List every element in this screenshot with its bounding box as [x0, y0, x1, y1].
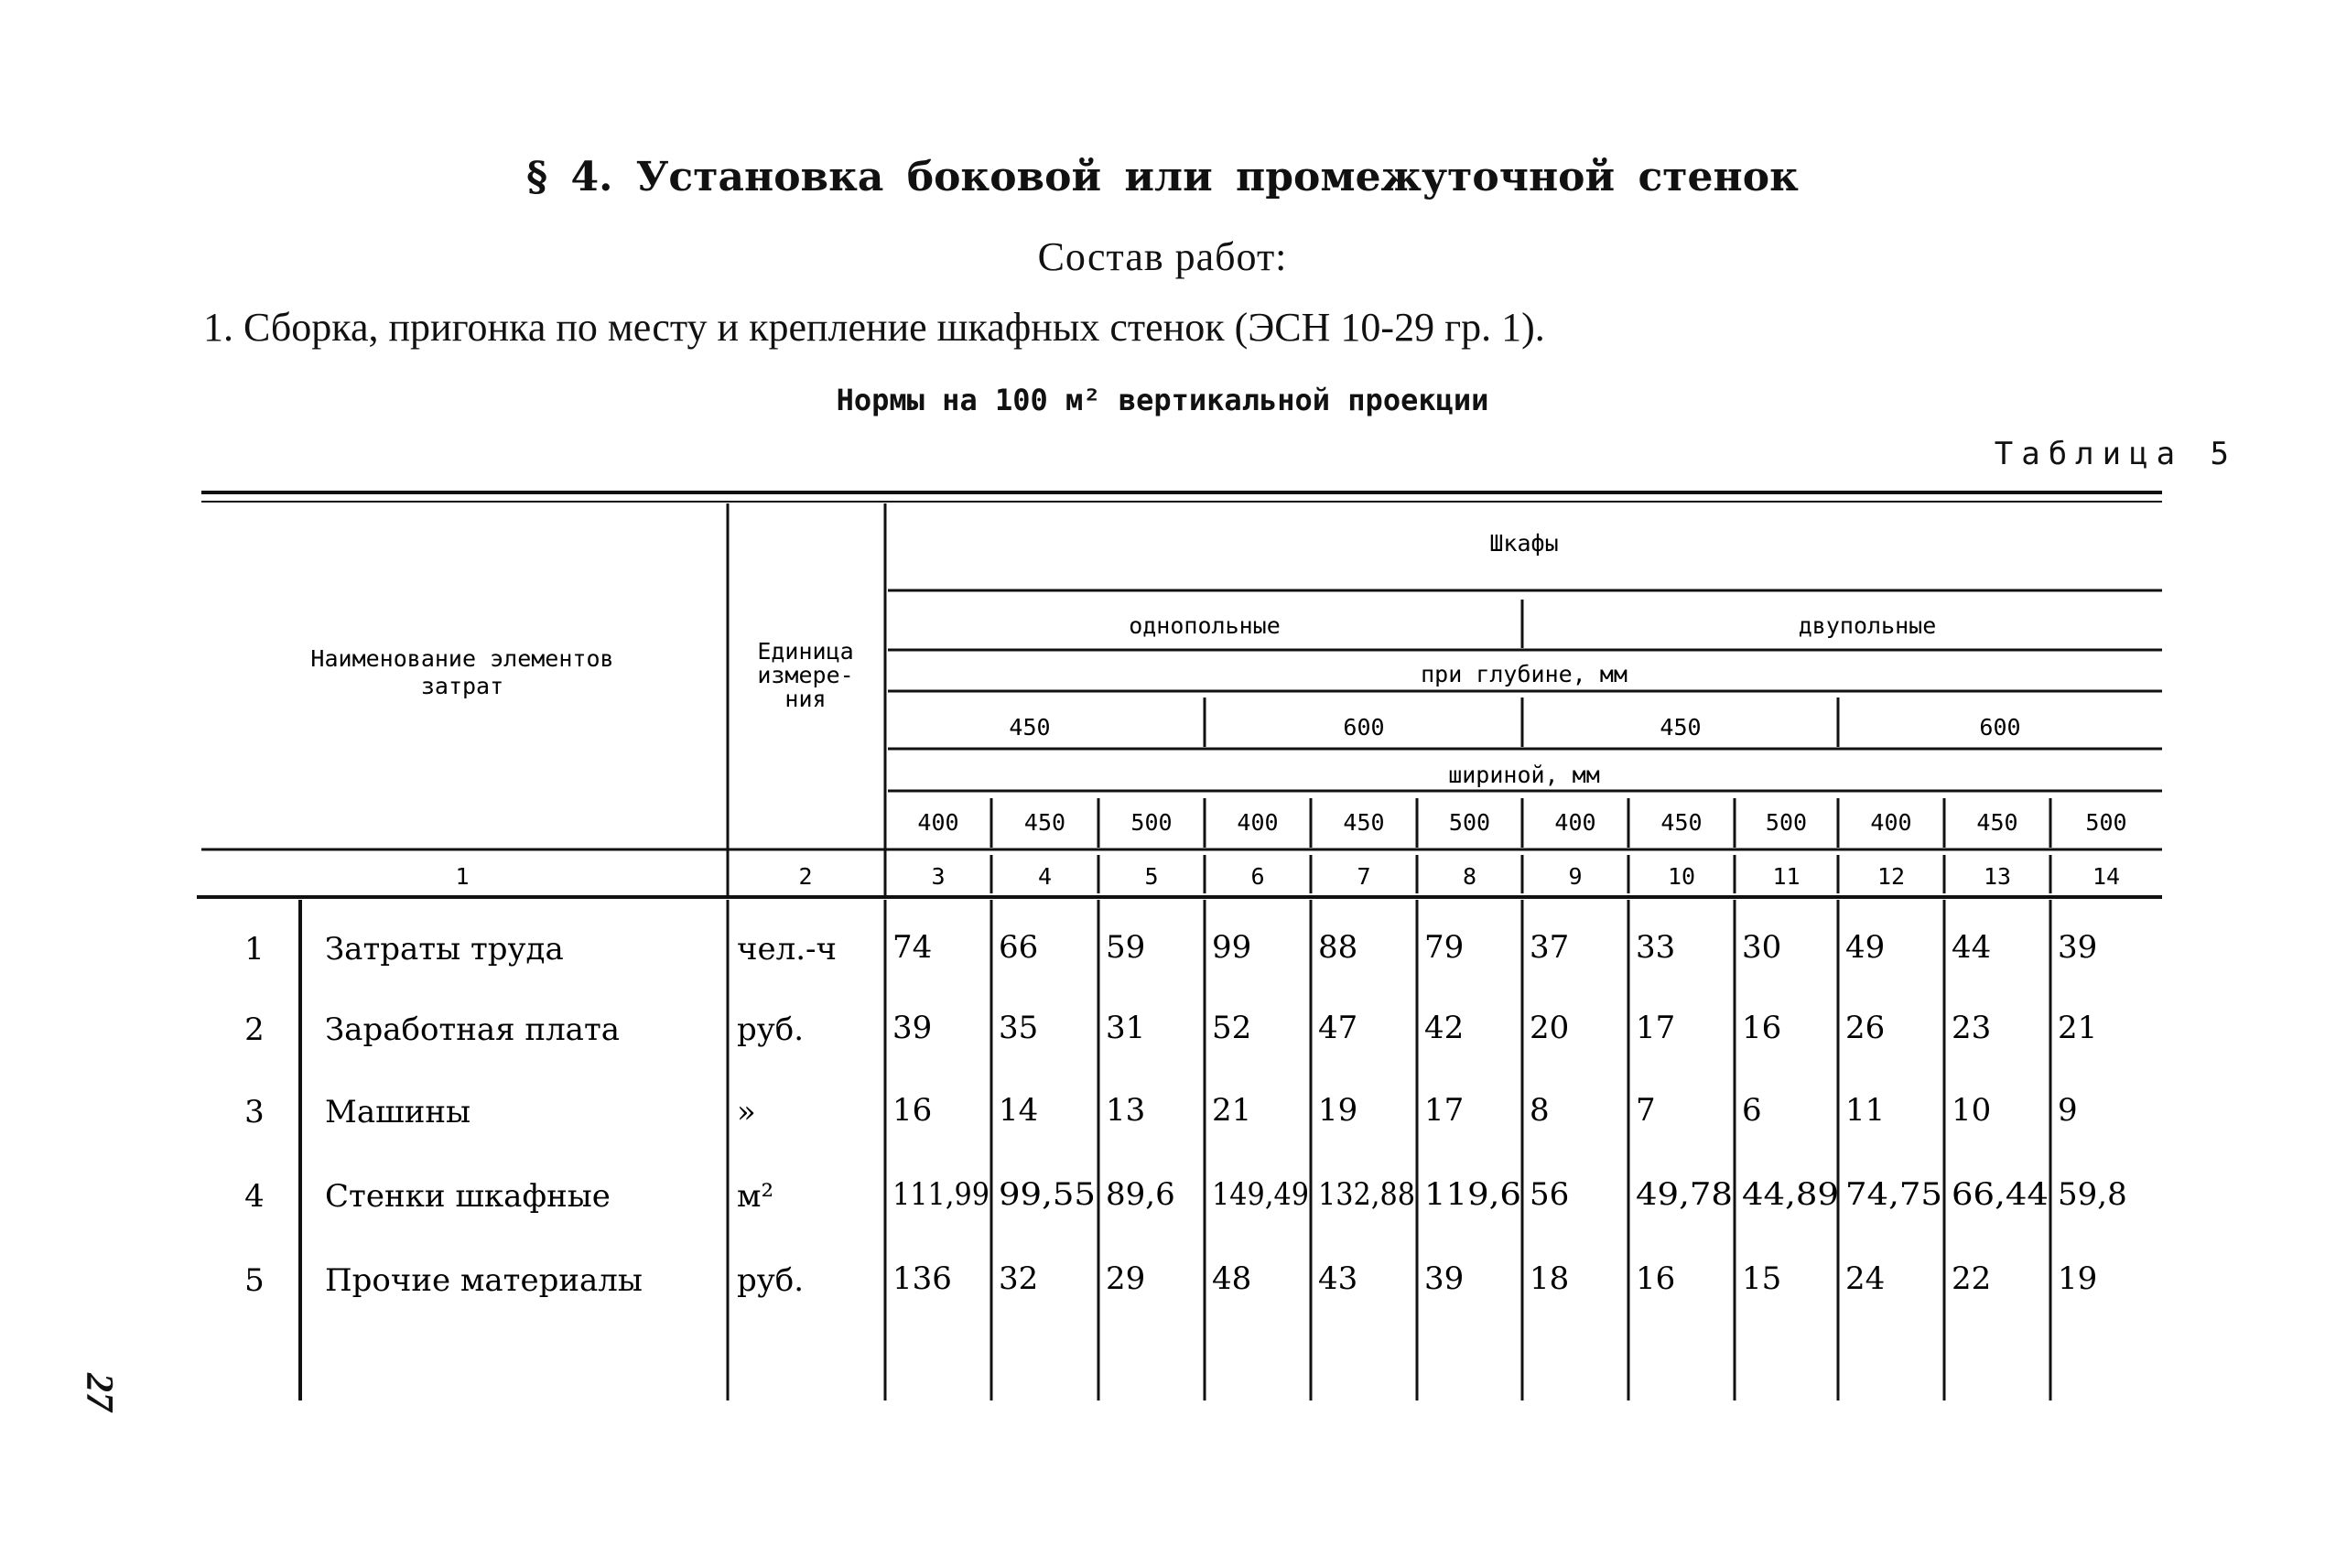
row-unit: чел.-ч [737, 931, 837, 968]
table-row [244, 1260, 2097, 1299]
subgroup-single: однопольные [1129, 612, 1281, 639]
table-row [244, 1092, 2077, 1130]
row-value: 16 [1636, 1260, 1676, 1297]
row-value: 23 [1952, 1010, 1992, 1046]
row-unit: руб. [737, 1262, 805, 1299]
row-value: 119,6 [1424, 1176, 1521, 1213]
row-value: 29 [1106, 1260, 1146, 1297]
row-value: 18 [1530, 1260, 1570, 1297]
row-value: 42 [1424, 1010, 1465, 1046]
row-value: 48 [1212, 1260, 1252, 1297]
row-value: 21 [1212, 1092, 1252, 1129]
column-number: 12 [1876, 863, 1906, 890]
norms-caption: Нормы на 100 м² вертикальной проекции [836, 383, 1489, 417]
row-value: 17 [1424, 1092, 1465, 1129]
width-value: 450 [1023, 809, 1066, 836]
row-name: Заработная плата [325, 1011, 621, 1048]
column-number: 13 [1983, 863, 2012, 890]
row-value: 20 [1530, 1010, 1570, 1046]
row-value: 33 [1636, 929, 1676, 966]
row-value: 13 [1106, 1092, 1146, 1129]
row-name: Стенки шкафные [325, 1178, 611, 1215]
column-number: 8 [1462, 863, 1477, 890]
name-col-header-line1: Наименование элементов [310, 645, 614, 672]
row-value: 22 [1952, 1260, 1992, 1297]
column-number: 10 [1667, 863, 1696, 890]
row-value: 35 [999, 1010, 1039, 1046]
depth-value: 600 [1343, 714, 1385, 741]
column-number: 9 [1568, 863, 1583, 890]
row-value: 149,49 [1212, 1176, 1309, 1213]
row-name: Машины [325, 1094, 471, 1130]
composition-heading: Состав работ: [1037, 234, 1288, 279]
row-value: 136 [892, 1260, 952, 1297]
row-value: 10 [1952, 1092, 1992, 1129]
row-value: 79 [1424, 929, 1465, 966]
row-value: 39 [1424, 1260, 1465, 1297]
row-value: 43 [1318, 1260, 1358, 1297]
row-number: 3 [244, 1094, 265, 1130]
row-name: Затраты труда [325, 931, 564, 968]
row-value: 16 [1742, 1010, 1782, 1046]
row-value: 74,75 [1845, 1176, 1942, 1213]
row-value: 21 [2058, 1010, 2098, 1046]
column-number: 1 [455, 863, 470, 890]
row-value: 30 [1742, 929, 1782, 966]
row-value: 88 [1318, 929, 1358, 966]
width-value: 450 [1976, 809, 2018, 836]
unit-col-header-line3: ния [784, 686, 827, 712]
row-value: 39 [2058, 929, 2098, 966]
row-number: 1 [244, 931, 265, 968]
row-value: 15 [1742, 1260, 1782, 1297]
width-label: шириной, мм [1448, 762, 1600, 788]
table-label: Таблица 5 [1994, 436, 2237, 472]
depth-label: при глубине, мм [1421, 661, 1628, 687]
row-value: 26 [1845, 1010, 1886, 1046]
row-value: 39 [892, 1010, 933, 1046]
row-value: 59 [1106, 929, 1146, 966]
table-row [244, 1176, 2127, 1215]
row-value: 59,8 [2058, 1176, 2127, 1213]
unit-col-header-line1: Единица [757, 638, 854, 665]
row-number: 4 [244, 1178, 265, 1215]
row-value: 49 [1845, 929, 1886, 966]
width-value: 450 [1343, 809, 1385, 836]
column-number: 3 [931, 863, 946, 890]
row-value: 66,44 [1952, 1176, 2049, 1213]
row-unit: м² [737, 1178, 774, 1215]
row-value: 74 [892, 929, 933, 966]
width-value: 500 [1448, 809, 1491, 836]
depth-value: 450 [1009, 714, 1051, 741]
depth-value: 600 [1979, 714, 2021, 741]
column-number: 7 [1357, 863, 1371, 890]
row-value: 16 [892, 1092, 933, 1129]
row-value: 31 [1106, 1010, 1146, 1046]
row-value: 52 [1212, 1010, 1252, 1046]
row-value: 9 [2058, 1092, 2078, 1129]
row-value: 32 [999, 1260, 1039, 1297]
unit-col-header-line2: измере- [757, 662, 854, 688]
row-value: 44 [1952, 929, 1992, 966]
row-number: 5 [244, 1262, 265, 1299]
page-number: 27 [78, 1373, 120, 1411]
depth-value: 450 [1660, 714, 1702, 741]
column-number: 4 [1037, 863, 1053, 890]
row-value: 19 [1318, 1092, 1358, 1129]
row-name: Прочие материалы [325, 1262, 643, 1299]
row-value: 56 [1530, 1176, 1570, 1213]
row-value: 24 [1845, 1260, 1886, 1297]
column-number: 14 [2092, 863, 2121, 890]
column-number: 2 [798, 863, 813, 890]
row-unit: » [737, 1094, 756, 1130]
row-value: 11 [1845, 1092, 1886, 1129]
row-unit: руб. [737, 1011, 805, 1048]
row-value: 111,99 [892, 1176, 989, 1213]
subgroup-double: двупольные [1798, 612, 1937, 639]
column-number: 6 [1250, 863, 1265, 890]
row-value: 6 [1742, 1092, 1762, 1129]
width-value: 500 [1765, 809, 1808, 836]
row-value: 14 [999, 1092, 1039, 1129]
row-value: 8 [1530, 1092, 1550, 1129]
row-value: 99 [1212, 929, 1252, 966]
width-value: 500 [1130, 809, 1173, 836]
table-row [244, 929, 2097, 968]
width-value: 500 [2085, 809, 2127, 836]
width-value: 400 [1554, 809, 1596, 836]
row-value: 37 [1530, 929, 1570, 966]
row-value: 47 [1318, 1010, 1358, 1046]
table-row [244, 1010, 2097, 1048]
row-value: 17 [1636, 1010, 1676, 1046]
composition-item: 1. Сборка, пригонка по месту и крепление шкафных стенок (ЭСН 10-29 гр. 1). [203, 305, 1545, 350]
width-value: 400 [1237, 809, 1279, 836]
section-title: § 4. Установка боковой или промежуточной стенок [526, 154, 1799, 200]
column-number: 11 [1772, 863, 1801, 890]
row-value: 99,55 [999, 1176, 1096, 1213]
row-value: 19 [2058, 1260, 2098, 1297]
row-number: 2 [244, 1011, 265, 1048]
row-value: 7 [1636, 1092, 1656, 1129]
row-value: 44,89 [1742, 1176, 1839, 1213]
row-value: 66 [999, 929, 1039, 966]
name-col-header-line2: затрат [420, 673, 504, 699]
width-value: 400 [917, 809, 959, 836]
column-number: 5 [1144, 863, 1159, 890]
row-value: 49,78 [1636, 1176, 1733, 1213]
width-value: 400 [1870, 809, 1912, 836]
row-value: 132,88 [1318, 1176, 1415, 1213]
width-value: 450 [1660, 809, 1703, 836]
row-value: 89,6 [1106, 1176, 1175, 1213]
group-header: Шкафы [1489, 530, 1559, 557]
